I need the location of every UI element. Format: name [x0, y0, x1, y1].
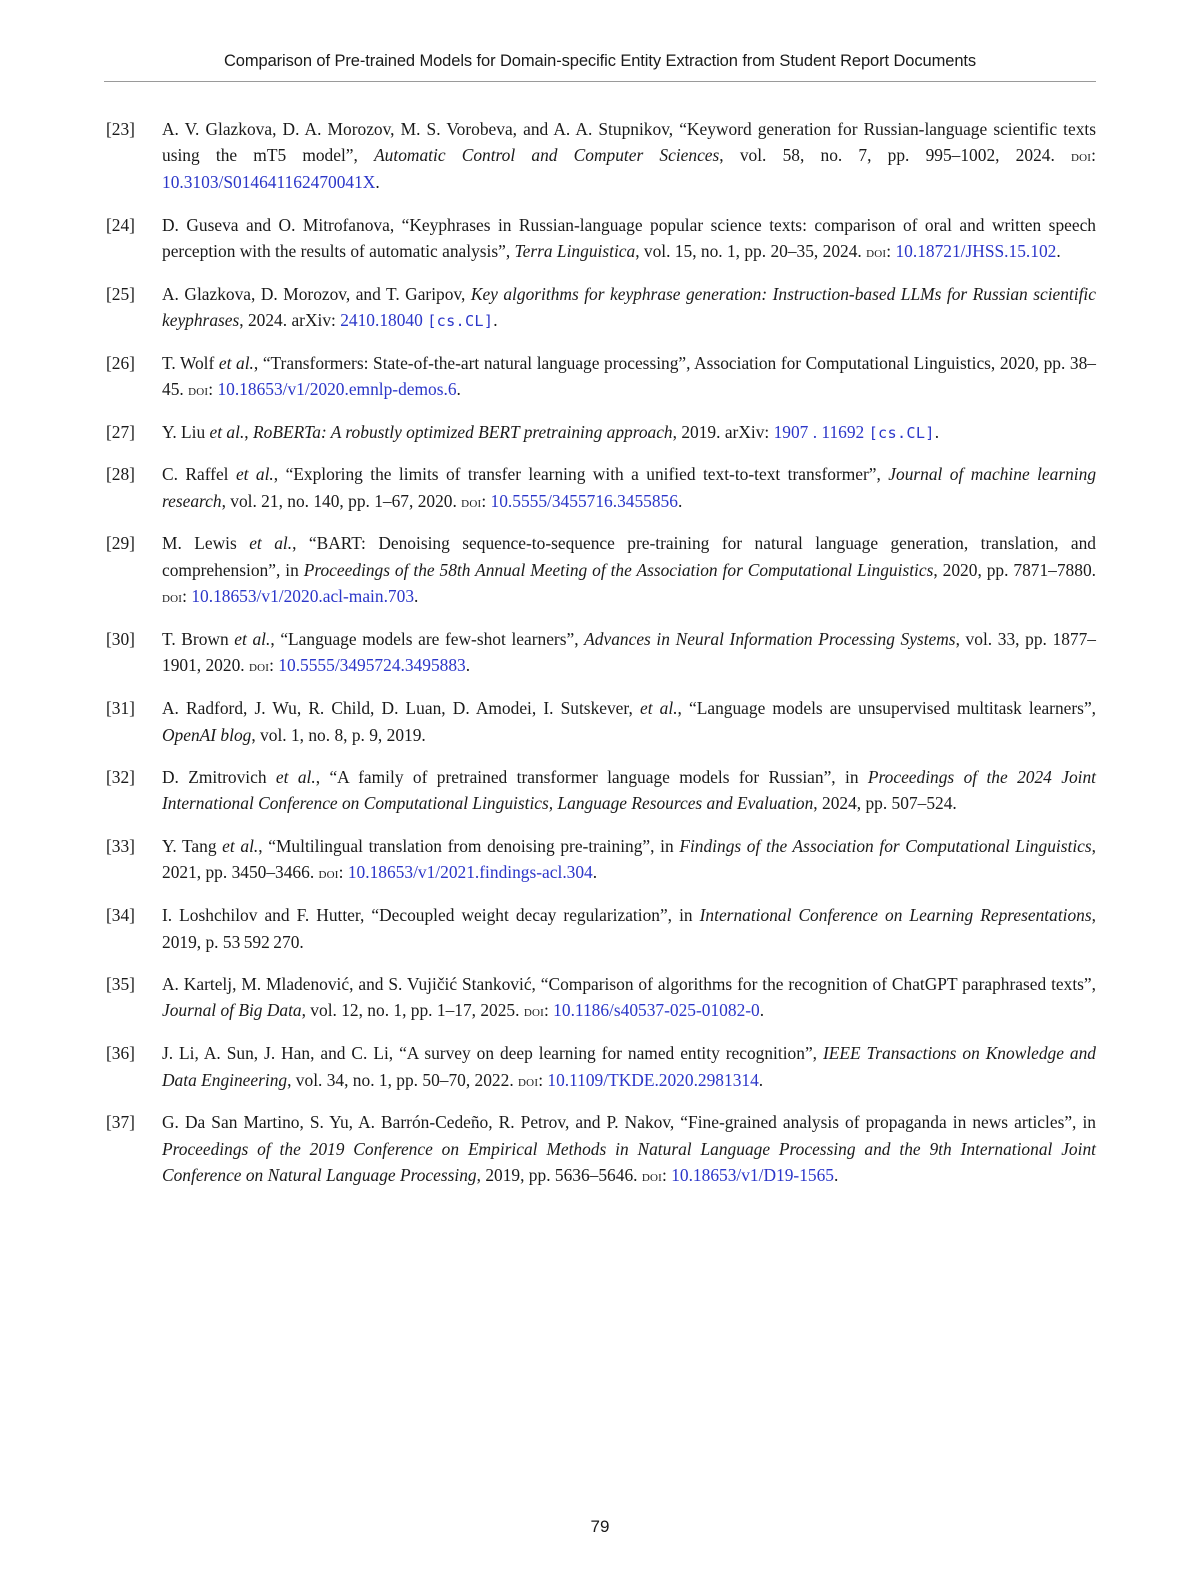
reference-text: C. Raffel et al., “Exploring the limits of transfer learning with a unified text-to-text transformer”, Journal of machine learning research, vol. 21, no. 140, pp. 1–67, 2020. doi: 10.5555/3455716.3455856.: [162, 464, 1097, 511]
reference-text: T. Brown et al., “Language models are few-shot learners”, Advances in Neural Information Processing Systems, vol. 33, pp. 1877–1901, 2020. doi: 10.5555/3495724.3495883.: [162, 628, 1096, 676]
reference-number: [36]: [106, 1043, 135, 1064]
page-number: 79: [590, 1517, 610, 1536]
reference-entry: [104, 764, 1096, 817]
reference-text: I. Loshchilov and F. Hutter, “Decoupled weight decay regularization”, in International Conference on Learning Representations, 2019, p. 53 592 270.: [162, 905, 1096, 952]
doi-link[interactable]: 10.18653/v1/2021.findings-acl.304: [347, 862, 593, 883]
reference-entry: [104, 626, 1096, 679]
reference-entry: [104, 350, 1096, 403]
arxiv-class: [cs.CL]: [427, 312, 494, 331]
reference-entry: [104, 530, 1096, 610]
reference-text: A. Glazkova, D. Morozov, and T. Garipov, Key algorithms for keyphrase generation: Instruction-based LLMs for Russian scientific keyphrases, 2024. arXiv: 2410.18040 [cs.CL].: [162, 283, 1096, 331]
reference-entry: [104, 212, 1096, 265]
reference-number: [29]: [106, 533, 135, 554]
reference-number: [23]: [106, 119, 135, 139]
doi-link[interactable]: 10.3103/S014641162470041X: [162, 172, 376, 193]
reference-number: [24]: [106, 214, 135, 235]
doi-link[interactable]: 10.1186/s40537-025-01082-0: [553, 1000, 760, 1021]
reference-text: D. Zmitrovich et al., “A family of pretrained transformer language models for Russian”, in Proceedings of the 2024 Joint International Conference on Computational Linguistics, Language Resources and Evaluation, 2024, pp. 507–524.: [162, 767, 1097, 814]
reference-number: [35]: [106, 973, 135, 994]
reference-text: D. Guseva and O. Mitrofanova, “Keyphrases in Russian-language popular science texts: comparison of oral and written speech perception with the results of automatic analysis”, Terra Linguistica, vol. 15, no. 1, pp. 20–35, 2024. doi: 10.18721/JHSS.15.102.: [162, 214, 1096, 262]
reference-entry: [104, 281, 1096, 334]
arxiv-link[interactable]: 1907 . 11692: [773, 421, 865, 442]
doi-link[interactable]: 10.18653/v1/2020.emnlp-demos.6: [217, 379, 457, 400]
reference-entry: [104, 971, 1096, 1024]
reference-number: [28]: [106, 464, 135, 485]
doi-link[interactable]: 10.5555/3495724.3495883: [278, 655, 466, 676]
reference-entry: [104, 695, 1096, 748]
doi-link[interactable]: 10.5555/3455716.3455856: [490, 490, 678, 511]
reference-text: G. Da San Martino, S. Yu, A. Barrón-Cedeño, R. Petrov, and P. Nakov, “Fine-grained analysis of propaganda in news articles”, in Proceedings of the 2019 Conference on Empirical Methods in Natural Language Processing and the 9th International Joint Conference on Natural Language Processing, 2019, pp. 5636–5646. doi: 10.18653/v1/D19-1565.: [162, 1112, 1096, 1186]
reference-text: T. Wolf et al., “Transformers: State-of-the-art natural language processing”, Association for Computational Linguistics, 2020, pp. 38–45. doi: 10.18653/v1/2020.emnlp-demos.6.: [162, 352, 1096, 400]
reference-number: [37]: [106, 1112, 135, 1133]
reference-entry: [104, 1040, 1096, 1093]
reference-entry: [104, 116, 1096, 196]
doi-link[interactable]: 10.18721/JHSS.15.102: [895, 241, 1057, 262]
reference-list: [104, 116, 1096, 1189]
reference-number: [32]: [106, 767, 135, 788]
reference-number: [30]: [106, 628, 135, 649]
reference-text: A. Kartelj, M. Mladenović, and S. Vujičić Stanković, “Comparison of algorithms for the recognition of ChatGPT paraphrased texts”, Journal of Big Data, vol. 12, no. 1, pp. 1–17, 2025. doi: 10.1186/s40537-025-01082-0.: [162, 973, 1096, 1021]
doi-link[interactable]: 10.1109/TKDE.2020.2981314: [547, 1069, 759, 1090]
reference-entry: [104, 461, 1096, 514]
reference-text: A. V. Glazkova, D. A. Morozov, M. S. Vorobeva, and A. A. Stupnikov, “Keyword generation for Russian-language scientific texts using the mT5 model”, Automatic Control and Computer Sciences, vol. 58, no. 7, pp. 995–1002, 2024. doi: 10.3103/S014641162470041X.: [162, 119, 1096, 193]
reference-number: [34]: [106, 905, 135, 926]
running-head: Comparison of Pre-trained Models for Domain-specific Entity Extraction from Student Report Documents: [104, 52, 1096, 82]
doi-link[interactable]: 10.18653/v1/D19-1565: [671, 1165, 834, 1186]
reference-text: A. Radford, J. Wu, R. Child, D. Luan, D. Amodei, I. Sutskever, et al., “Language models are unsupervised multitask learners”, OpenAI blog, vol. 1, no. 8, p. 9, 2019.: [162, 698, 1097, 745]
reference-text: Y. Tang et al., “Multilingual translation from denoising pre-training”, in Findings of the Association for Computational Linguistics, 2021, pp. 3450–3466. doi: 10.18653/v1/2021.findings-acl.304.: [162, 835, 1096, 883]
reference-number: [31]: [106, 698, 135, 719]
reference-entry: [104, 1109, 1096, 1189]
arxiv-link[interactable]: 2410.18040: [340, 310, 423, 331]
reference-number: [26]: [106, 352, 135, 373]
doi-link[interactable]: 10.18653/v1/2020.acl-main.703: [191, 586, 415, 607]
reference-text: J. Li, A. Sun, J. Han, and C. Li, “A survey on deep learning for named entity recognition”, IEEE Transactions on Knowledge and Data Engineering, vol. 34, no. 1, pp. 50–70, 2022. doi: 10.1109/TKDE.2020.2981314.: [162, 1043, 1096, 1090]
reference-text: Y. Liu et al., RoBERTa: A robustly optimized BERT pretraining approach, 2019. arXiv: 1907 . 11692 [cs.CL].: [162, 421, 940, 442]
reference-number: [33]: [106, 835, 135, 856]
reference-entry: [104, 419, 1096, 445]
reference-number: [25]: [106, 283, 135, 304]
reference-entry: [104, 833, 1096, 886]
arxiv-class: [cs.CL]: [868, 423, 935, 442]
reference-entry: [104, 902, 1096, 955]
reference-text: M. Lewis et al., “BART: Denoising sequence-to-sequence pre-training for natural language generation, translation, and comprehension”, in Proceedings of the 58th Annual Meeting of the Association for Computational Linguistics, 2020, pp. 7871–7880. doi: 10.18653/v1/2020.acl-main.703.: [162, 533, 1096, 607]
reference-number: [27]: [106, 421, 135, 442]
